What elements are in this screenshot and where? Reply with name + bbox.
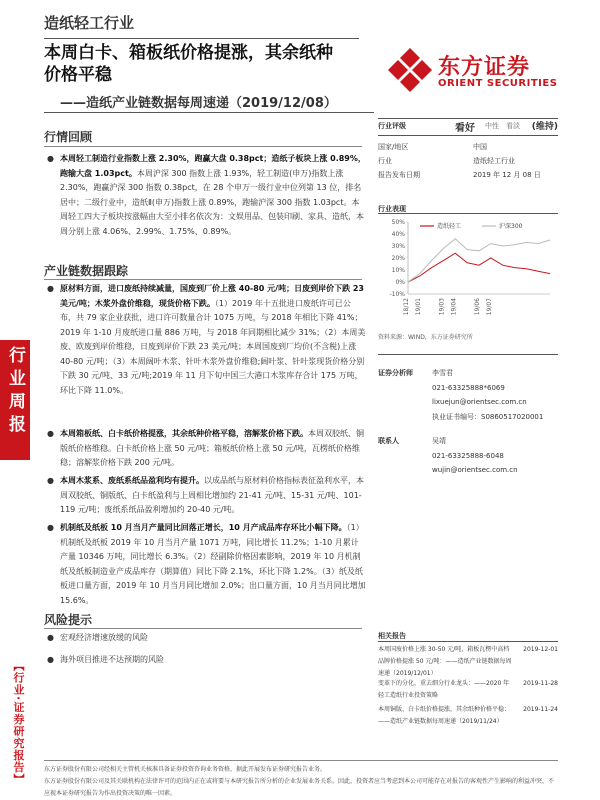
x-tick-label: 19/04	[450, 298, 458, 316]
rating-bottom-rule	[378, 135, 558, 136]
analyst-phone: 021-63325888*6069	[432, 384, 505, 392]
legend-label: 造纸轻工	[437, 223, 462, 230]
section-divider	[44, 279, 362, 280]
chain-paragraph-3: ● 本周木浆系、废纸系纸品盈利均有提升。以成品纸与原材料价格指标表征盈利水平，本周双胶纸、铜版纸、白卡纸盈利与上周相比增加约 21-41 元/吨、15-31 元/吨、101-119 元/吨；废纸系纸品盈利增加约 20-40 元/吨。	[47, 476, 364, 514]
bullet-icon: ●	[47, 154, 54, 163]
rating-value: 看好	[455, 123, 475, 134]
contact-phone: 021-63325888-6048	[432, 452, 504, 460]
section-heading-risk: 风险提示	[44, 613, 93, 627]
related-report-item[interactable]: 变革下的分化，重去细分行业龙头：——2020 年轻工造纸行业投资策略 2019-11-28	[378, 680, 558, 699]
y-tick-label: 40%	[391, 231, 405, 238]
bullet-icon: ●	[47, 655, 54, 664]
chain-paragraph-1: ● 原材料方面，进口废纸持续减量，国废到厂价上涨 40-80 元/吨；日废到岸价下跌 23 美元/吨；木浆外盘价维稳，现货价格下跌。（1）2019 年十五批进口废纸许可已公布，共 79 家企业获批，进口许可数量合计 1075 万吨，与 2018 年相比下降 41%；2019 年 1-10 月废纸进口量 886 万吨，与 2018 年同期相比减少 31%；（2）本周美废、欧废到岸价维稳，日废到岸价下跌 23 美元/吨；本周国废到厂均价(不含税)上涨 40-80 元/吨；（3）本周阔叶木浆、针叶木浆外盘价维稳;阔叶浆、针叶浆现货价格分别下跌 30 元/吨、33 元/吨;2019 年 11 月下旬中国三大港口木浆库存合计 175 万吨，环比下降 11.0%。	[47, 284, 366, 395]
series-line-0	[408, 253, 550, 282]
chart-title-rule	[378, 213, 558, 214]
x-tick-label: 19/03	[438, 298, 446, 316]
contact-label: 联系人	[378, 437, 399, 445]
market-review-paragraph: ● 本周轻工制造行业指数上涨 2.30%，跑赢大盘 0.38pct；造纸子板块上涨 0.89%，跑输大盘 1.03pct。本周沪深 300 指数上涨 1.93%，轻工制造(申万)指数上涨 2.30%，跑赢沪深 300 指数 0.38pct，在 28 个申万一级行业中位列第 13 位，排名居中；二级行业中，造纸Ⅱ(申万)指数上涨 0.89%，跑输沪深 300 指数 1.03pct。本周轻工四大子板块按涨幅由大至小排名依次为：文娱用品、包装印刷、家具、造纸，本周分别上涨 4.06%、2.99%、1.75%、0.89%。	[47, 154, 366, 236]
x-tick-label: 19/01	[414, 298, 422, 316]
chart-bottom-rule	[378, 354, 558, 355]
section-divider	[44, 628, 362, 629]
y-tick-label: 30%	[391, 243, 405, 250]
y-tick-label: 10%	[391, 267, 405, 274]
industry-label: 造纸轻工行业	[44, 14, 135, 32]
series-line-1	[408, 239, 550, 282]
rating-action: (维持)	[531, 122, 558, 132]
chain-paragraph-4: ● 机制纸及纸板 10 月当月产量同比回落正增长，10 月产成品库存环比小幅下降。（1）机制纸及纸板 2019 年 10 月当月产量 1071 万吨，同比增长 11.2%；1-10 月累计产量 10346 万吨，同比增长 6.3%。（2）经副除价格因素影响，2019 年 10 月机制纸及纸板制造业产成品库存（期算值）同比下降 2.1%，环比下降 1.2%。（3）纸及纸板进口量方面，2019 年 10 月当月同比增加 2.0%；出口量方面，10 月当月同比增加 15.6%。	[47, 523, 366, 605]
bullet-icon: ●	[47, 429, 54, 438]
x-tick-label: 19/07	[485, 298, 493, 316]
section-divider	[44, 146, 362, 147]
analyst-name: 李雪君	[432, 369, 453, 377]
bullet-icon: ●	[47, 284, 54, 293]
orient-logo-icon	[386, 46, 434, 94]
logo-text-en: ORIENT SECURITIES	[438, 78, 558, 89]
section-heading-chain: 产业链数据跟踪	[44, 264, 129, 278]
chain-paragraph-2: ● 本周箱板纸、白卡纸价格提涨，其余纸种价格平稳，溶解浆价格下跌。本周双胶纸、铜版纸价格维稳。白卡纸价格上涨 50 元/吨；箱板纸价格上涨 50 元/吨，瓦楞纸价格维稳；溶解浆价格下跌 200 元/吨。	[47, 429, 364, 467]
info-row-region: 国家/地区 中国	[378, 143, 487, 151]
sidebar-label: 行业周报	[5, 346, 25, 438]
subtitle-divider	[44, 112, 374, 113]
contact-name: 吴靖	[432, 437, 446, 445]
section-heading-market-review: 行情回顾	[44, 130, 93, 144]
report-subtitle: ——造纸产业链数据每周速递（2019/12/08）	[60, 96, 337, 111]
bullet-icon: ●	[47, 633, 54, 642]
y-tick-label: 0%	[395, 279, 405, 286]
analyst-label: 证券分析师	[378, 369, 413, 377]
y-tick-label: 20%	[391, 255, 405, 262]
analyst-cert: 执业证书编号：S0860517020001	[432, 413, 544, 421]
analyst-email[interactable]: lixuejun@orientsec.com.cn	[432, 398, 527, 406]
footer-rule	[44, 760, 558, 761]
y-tick-label: 50%	[391, 219, 405, 226]
footer-disclaimer: 东方证券股份有限公司经相关主管机关核准具备证券投资咨询业务资格，据此开展发布证券研究报告业务。 东方证券股份有限公司及其关联机构在法律许可的范围内正在或将要与本研究报告所分析的企业发展业务关系。因此，投资者应当考虑到本公司可能存在对报告的客观性产生影响的利益冲突，不应视本证券研究报告为作出投资决策的唯一因素。	[44, 766, 555, 797]
chart-source: 资料来源：WIND，东方证券研究所	[378, 334, 473, 341]
sidebar-sublabel: 【行业·证券研究报告】	[12, 660, 25, 786]
x-tick-label: 19/06	[474, 298, 481, 316]
rating-row: 行业评级 看好 中性 看淡 (维持)	[378, 121, 558, 135]
related-report-item[interactable]: 本周铜版、白卡纸价格提涨，其余纸种价格平稳：——造纸产业链数据每周速递（2019/11/24） 2019-11-24	[378, 706, 558, 725]
bullet-icon: ●	[47, 476, 54, 485]
related-rule	[378, 641, 558, 642]
header-divider	[44, 38, 359, 39]
bullet-icon: ●	[47, 523, 54, 532]
risk-item: ● 宏观经济增速放缓的风险	[47, 633, 148, 642]
legend-label: 沪深300	[499, 223, 523, 230]
risk-item: ● 海外项目推进不达预期的风险	[47, 655, 164, 664]
x-tick-label: 18/12	[403, 298, 410, 316]
related-heading: 相关报告	[378, 632, 406, 640]
performance-chart	[378, 216, 558, 328]
contact-email[interactable]: wujin@orientsec.com.cn	[432, 466, 518, 474]
chart-title: 行业表现	[378, 205, 406, 213]
related-report-item[interactable]: 本周国废价格上涨 30-50 元/吨，箱板瓦楞中高档品牌价格提涨 50 元/吨：——造纸产业链数据每周速递（2019/12/01） 2019-12-01	[378, 646, 558, 677]
info-row-industry: 行业 造纸轻工行业	[378, 157, 515, 165]
y-tick-label: -10%	[389, 291, 405, 298]
info-row-date: 报告发布日期 2019 年 12 月 08 日	[378, 171, 541, 179]
report-title: 本周白卡、箱板纸价格提涨，其余纸种 价格平稳	[44, 43, 333, 85]
logo-text-cn: 东方证券	[438, 55, 531, 80]
